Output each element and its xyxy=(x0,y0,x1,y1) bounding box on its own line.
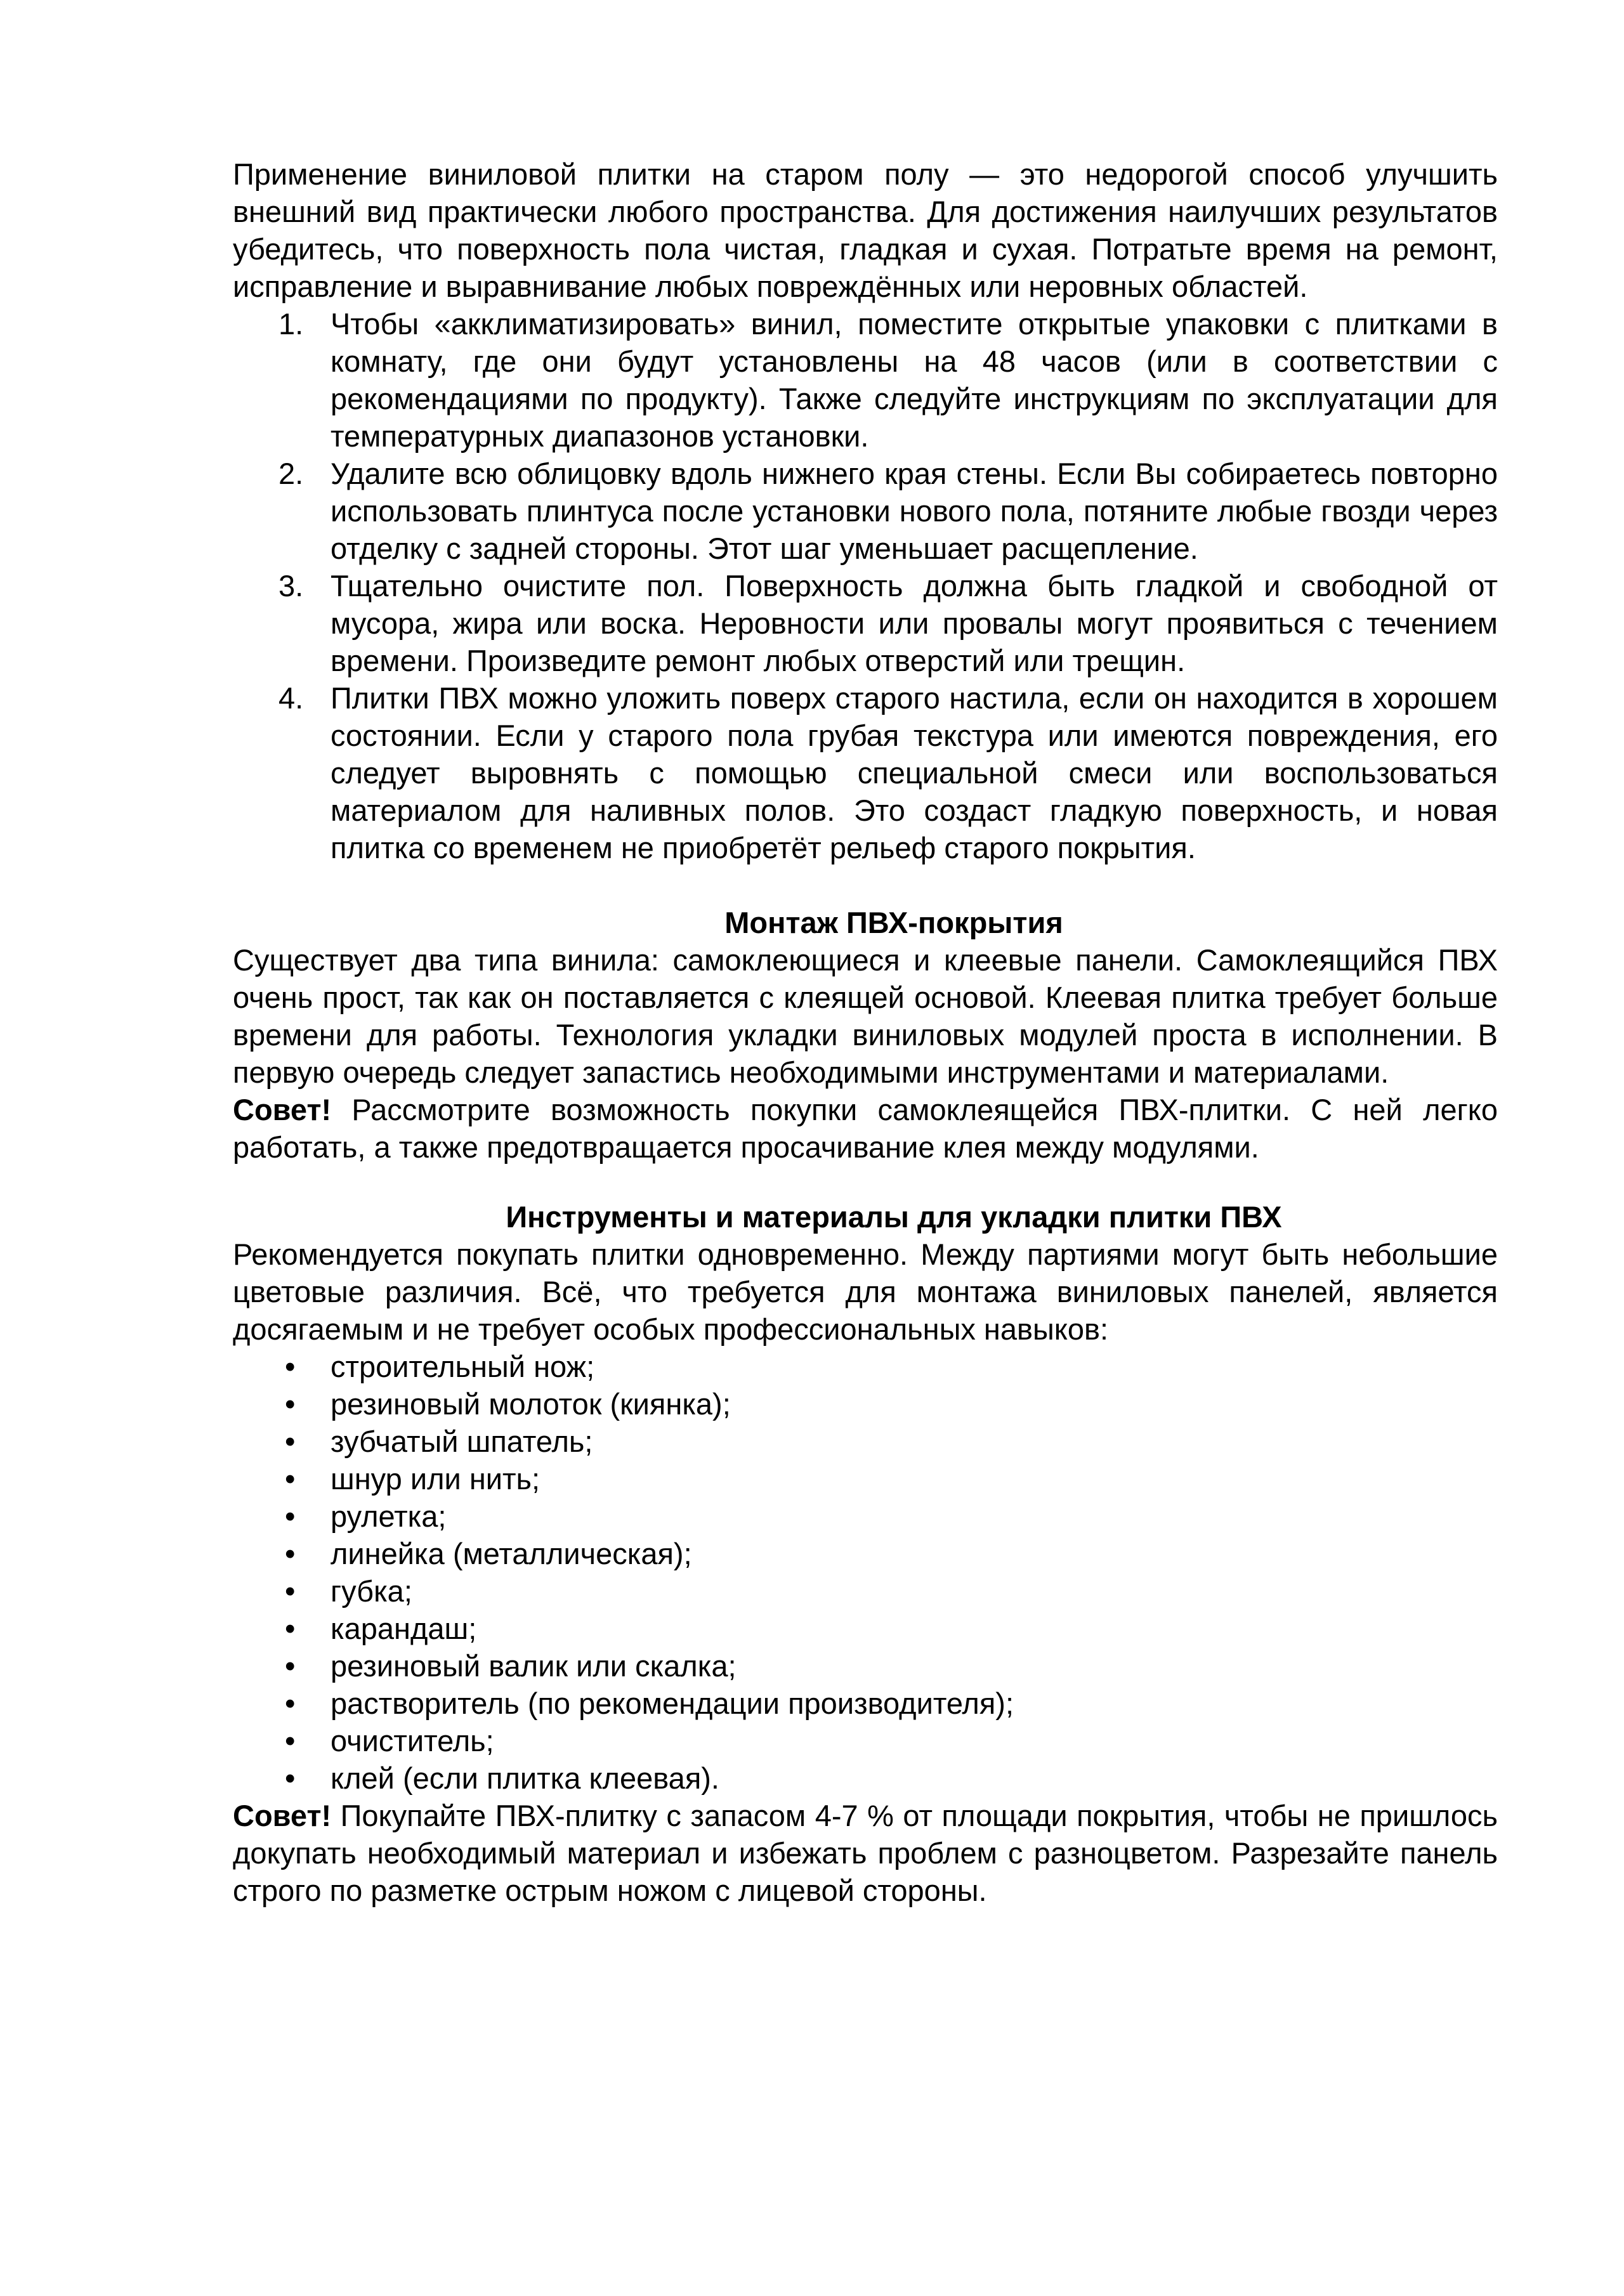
document-page xyxy=(233,155,1498,1909)
bullet-icon: • xyxy=(285,1499,296,1533)
tool-text: карандаш; xyxy=(331,1612,477,1645)
step-number: 2. xyxy=(278,457,304,490)
section-heading-installation: Монтаж ПВХ-покрытия xyxy=(724,906,1063,939)
tool-text: линейка (металлическая); xyxy=(331,1537,692,1570)
bullet-icon: • xyxy=(285,1686,296,1720)
bullet-icon: • xyxy=(285,1350,296,1383)
list-item xyxy=(233,1423,1498,1460)
list-item xyxy=(233,1497,1498,1535)
tool-text: строительный нож; xyxy=(331,1350,595,1383)
tip-paragraph xyxy=(233,1091,1498,1166)
tip-paragraph xyxy=(233,1797,1498,1909)
step-number: 3. xyxy=(278,569,304,603)
list-item xyxy=(233,1460,1498,1497)
list-item xyxy=(233,1348,1498,1385)
bullet-icon: • xyxy=(285,1574,296,1608)
tool-text: очиститель; xyxy=(331,1724,494,1758)
step-number: 4. xyxy=(278,681,304,715)
bullet-icon: • xyxy=(285,1537,296,1570)
step-number: 1. xyxy=(278,307,304,341)
bullet-icon: • xyxy=(285,1761,296,1795)
tool-text: губка; xyxy=(331,1574,412,1608)
tip-label: Совет! xyxy=(233,1093,332,1126)
tool-text: рулетка; xyxy=(331,1499,447,1533)
intro-paragraph: Применение виниловой плитки на старом полу — это недорогой способ улучшить внешний вид практически любого пространства. Для достижения наилучших результатов убедитесь, что поверхность пола чистая, гладкая и сухая. Потратьте время на ремонт, исправление и выравнивание любых повреждённых или неровных областей. xyxy=(233,157,1498,303)
list-item xyxy=(233,1722,1498,1759)
step-text: Тщательно очистите пол. Поверхность должна быть гладкой и свободной от мусора, жира или воска. Неровности или провалы могут проявиться с течением времени. Произведите ремонт любых отверстий или трещин. xyxy=(331,569,1498,677)
tip-text: Покупайте ПВХ-плитку с запасом 4-7 % от площади покрытия, чтобы не пришлось докупать необходимый материал и избежать проблем с разноцветом. Разрезайте панель строго по разметке острым ножом с лицевой стороны. xyxy=(233,1799,1498,1907)
step-text: Чтобы «акклиматизировать» винил, поместите открытые упаковки с плитками в комнату, где они будут установлены на 48 часов (или в соответствии с рекомендациями по продукту). Также следуйте инструкциям по эксплуатации для температурных диапазонов установки. xyxy=(331,307,1498,453)
step-text: Удалите всю облицовку вдоль нижнего края стены. Если Вы собираетесь повторно использовать плинтуса после установки нового пола, потяните любые гвозди через отделку с задней стороны. Этот шаг уменьшает расщепление. xyxy=(331,457,1498,565)
tool-text: растворитель (по рекомендации производителя); xyxy=(331,1686,1014,1720)
list-item xyxy=(233,1385,1498,1423)
section-heading-tools: Инструменты и материалы для укладки плитки ПВХ xyxy=(506,1200,1282,1234)
tool-text: шнур или нить; xyxy=(331,1462,540,1496)
list-item xyxy=(233,455,1498,567)
tool-text: резиновый валик или скалка; xyxy=(331,1649,737,1683)
installation-paragraph: Существует два типа винила: самоклеющиеся и клеевые панели. Самоклеящийся ПВХ очень прост, так как он поставляется с клеящей основой. Клеевая плитка требует больше времени для работы. Технология укладки виниловых модулей проста в исполнении. В первую очередь следует запастись необходимыми инструментами и материалами. xyxy=(233,943,1498,1089)
list-item xyxy=(233,1647,1498,1685)
bullet-icon: • xyxy=(285,1612,296,1645)
tip-label: Совет! xyxy=(233,1799,332,1832)
list-item xyxy=(233,1759,1498,1797)
tools-paragraph: Рекомендуется покупать плитки одновременно. Между партиями могут быть небольшие цветовые различия. Всё, что требуется для монтажа виниловых панелей, является досягаемым и не требует особых профессиональных навыков: xyxy=(233,1237,1498,1346)
list-item xyxy=(233,1685,1498,1722)
bullet-icon: • xyxy=(285,1462,296,1496)
step-text: Плитки ПВХ можно уложить поверх старого настила, если он находится в хорошем состоянии. Если у старого пола грубая текстура или имеются повреждения, его следует выровнять с помощью специальной смеси или воспользоваться материалом для наливных полов. Это создаст гладкую поверхность, и новая плитка со временем не приобретёт рельеф старого покрытия. xyxy=(331,681,1498,864)
bullet-icon: • xyxy=(285,1649,296,1683)
preparation-steps-list xyxy=(233,305,1498,866)
list-item xyxy=(233,567,1498,679)
tool-text: зубчатый шпатель; xyxy=(331,1425,593,1458)
list-item xyxy=(233,305,1498,455)
list-item xyxy=(233,1610,1498,1647)
bullet-icon: • xyxy=(285,1724,296,1758)
tool-text: клей (если плитка клеевая). xyxy=(331,1761,719,1795)
tools-list xyxy=(233,1348,1498,1797)
tip-text: Рассмотрите возможность покупки самоклеящейся ПВХ-плитки. С ней легко работать, а также предотвращается просачивание клея между модулями. xyxy=(233,1093,1498,1164)
bullet-icon: • xyxy=(285,1425,296,1458)
list-item xyxy=(233,679,1498,866)
bullet-icon: • xyxy=(285,1387,296,1421)
list-item xyxy=(233,1535,1498,1572)
tool-text: резиновый молоток (киянка); xyxy=(331,1387,731,1421)
list-item xyxy=(233,1572,1498,1610)
